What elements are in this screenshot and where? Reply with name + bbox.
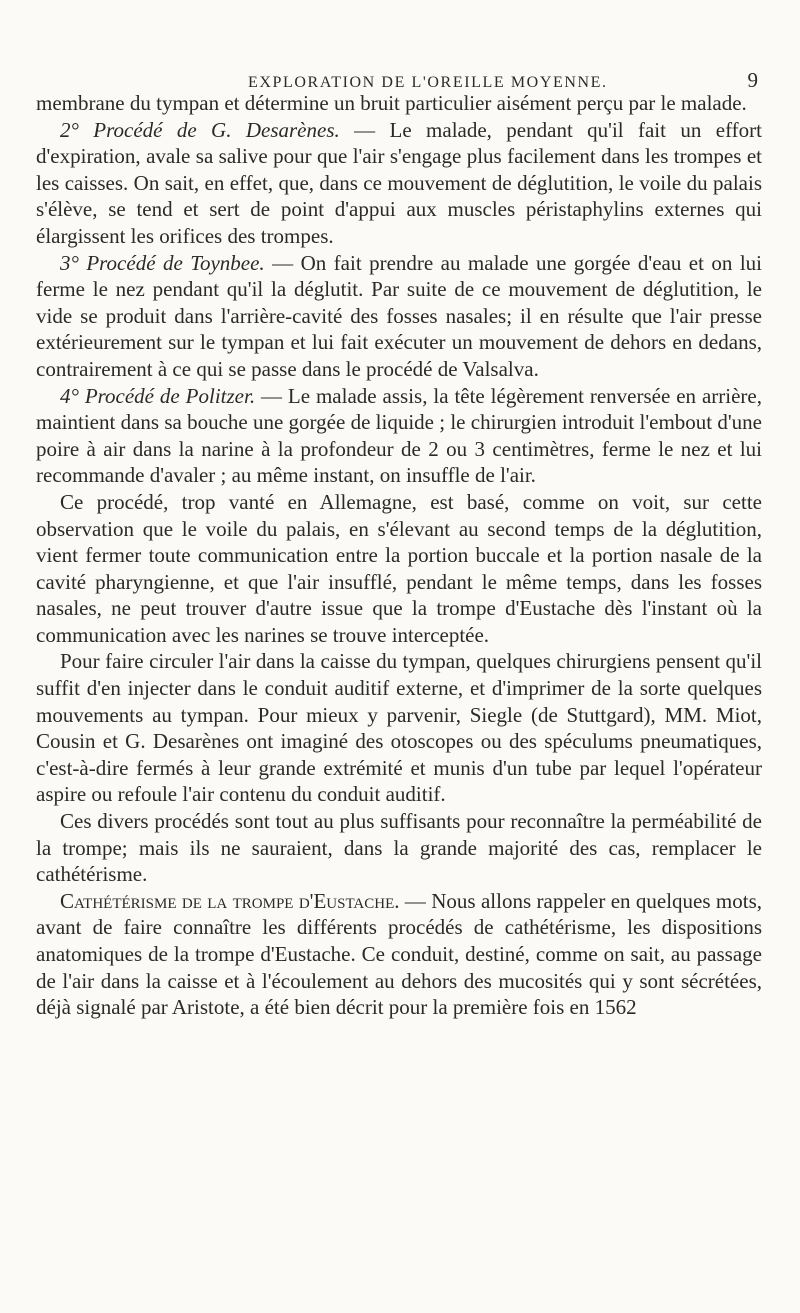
paragraph-pneumatic-specula: Pour faire circuler l'air dans la caisse du tympan, quelques chirurgiens pensent qu'il suffit d'en injecter dans le conduit auditif externe, et d'imprimer de la sorte quelques mouvements au tympan. Pour mieux y parvenir, Siegle (de Stuttgard), MM. Miot, Cousin et G. Desarènes ont imaginé des otoscopes ou des spéculums pneumatiques, c'est-à-dire fermés à leur grande extrémité et munis d'un tube par lequel l'opérateur aspire ou refoule l'air contenu du conduit auditif. bbox=[36, 649, 762, 807]
paragraph-catheterism: Cathétérisme de la trompe d'Eustache. — Nous allons rappeler en quelques mots, avant de faire connaître les différents procédés de cathétérisme, les dispositions anatomiques de la trompe d'Eustache. Ce conduit, destiné, comme on sait, au passage de l'air dans la caisse et à l'écoulement au dehors des mucosités qui y sont sécrétées, déjà signalé par Aristote, a été bien décrit pour la première fois en 1562 bbox=[36, 888, 763, 1020]
procedure-heading: 4° Procédé de Politzer. bbox=[60, 383, 256, 408]
paragraph-toynbee-procedure: 3° Procédé de Toynbee. — On fait prendre au malade une gorgée d'eau et on lui ferme le nez pendant qu'il la déglutit. Par suite de ce mouvement de déglutition, le vide se produit dans l'arrière-cavité des fosses nasales; il en résulte que l'air presse extérieurement sur le tympan et lui fait exécuter un mouvement de dehors en dedans, contrairement à ce qui se passe dans le procédé de Valsalva. bbox=[36, 250, 762, 381]
running-title: EXPLORATION DE L'OREILLE MOYENNE. bbox=[248, 74, 608, 91]
page-number: 9 bbox=[747, 68, 758, 92]
paragraph-politzer-procedure: 4° Procédé de Politzer. — Le malade assis, la tête légèrement renversée en arrière, maintient dans sa bouche une gorgée de liquide ; le chirurgien introduit l'embout d'une poire à air dans la narine à la profondeur de 2 ou 3 centimètres, ferme le nez et lui recommande d'avaler ; au même instant, on insuffle de l'air. bbox=[36, 383, 762, 488]
section-heading: Cathétérisme de la trompe d'Eustache. bbox=[60, 888, 400, 913]
paragraph-politzer-commentary: Ce procédé, trop vanté en Allemagne, est basé, comme on voit, sur cette observation que le voile du palais, en s'élevant au second temps de la déglutition, vient fermer toute communication entre la portion buccale et la portion nasale de la cavité pharyngienne, et que l'air insufflé, pendant le même temps, dans les fosses nasales, ne peut trouver d'autre issue que la trompe d'Eustache dès l'instant où la communication avec les narines se trouve interceptée. bbox=[36, 489, 762, 647]
book-page bbox=[36, 0, 762, 1313]
procedure-heading: 2° Procédé de G. Desarènes. bbox=[60, 117, 340, 142]
procedure-heading: 3° Procédé de Toynbee. bbox=[60, 250, 265, 275]
paragraph-desarenes-procedure: 2° Procédé de G. Desarènes. — Le malade, pendant qu'il fait un effort d'expiration, avale sa salive pour que l'air s'engage plus facilement dans les trompes et les caisses. On sait, en effet, que, dans ce mouvement de déglutition, le voile du palais s'élève, se tend et sert de point d'appui aux muscles péristaphylins externes qui élargissent les orifices des trompes. bbox=[36, 117, 762, 248]
paragraph-continuation: membrane du tympan et détermine un bruit particulier aisément perçu par le malade. bbox=[36, 91, 747, 115]
body-text bbox=[36, 90, 762, 1021]
paragraph-conclusion: Ces divers procédés sont tout au plus suffisants pour reconnaître la perméabilité de la trompe; mais ils ne sauraient, dans la grande majorité des cas, remplacer le cathétérisme. bbox=[36, 809, 762, 887]
